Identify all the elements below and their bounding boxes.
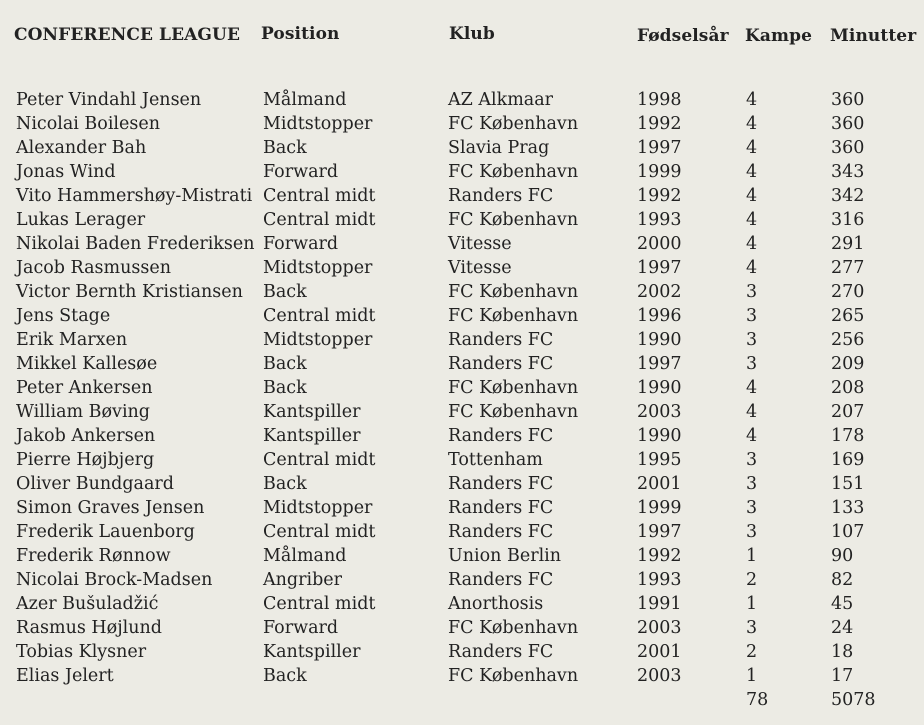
player-position: Midtstopper bbox=[263, 114, 373, 134]
player-minutes: 343 bbox=[831, 162, 865, 182]
player-games: 4 bbox=[746, 426, 758, 446]
player-minutes: 207 bbox=[831, 402, 865, 422]
player-minutes: 107 bbox=[831, 522, 865, 542]
player-club: FC København bbox=[448, 306, 579, 326]
table-row bbox=[0, 256, 924, 280]
player-minutes: 256 bbox=[831, 330, 865, 350]
player-games: 4 bbox=[746, 378, 758, 398]
player-minutes: 291 bbox=[831, 234, 865, 254]
player-position: Midtstopper bbox=[263, 258, 373, 278]
player-games: 4 bbox=[746, 90, 758, 110]
table-row bbox=[0, 616, 924, 640]
player-name: Mikkel Kallesøe bbox=[16, 354, 158, 374]
total-minutes: 5078 bbox=[831, 690, 876, 710]
player-club: Randers FC bbox=[448, 330, 554, 350]
player-minutes: 316 bbox=[831, 210, 865, 230]
player-minutes: 24 bbox=[831, 618, 854, 638]
player-club: Randers FC bbox=[448, 474, 554, 494]
player-birth-year: 1992 bbox=[637, 186, 682, 206]
player-club: Randers FC bbox=[448, 498, 554, 518]
column-header-position: Position bbox=[261, 24, 340, 44]
player-name: Jens Stage bbox=[16, 306, 111, 326]
table-row bbox=[0, 304, 924, 328]
player-position: Back bbox=[263, 354, 307, 374]
player-birth-year: 1995 bbox=[637, 450, 682, 470]
player-birth-year: 1993 bbox=[637, 210, 682, 230]
player-minutes: 265 bbox=[831, 306, 865, 326]
player-games: 3 bbox=[746, 522, 758, 542]
player-club: Tottenham bbox=[448, 450, 543, 470]
player-position: Central midt bbox=[263, 522, 376, 542]
player-name: Victor Bernth Kristiansen bbox=[16, 282, 243, 302]
player-position: Midtstopper bbox=[263, 330, 373, 350]
player-position: Forward bbox=[263, 618, 339, 638]
player-name: Erik Marxen bbox=[16, 330, 128, 350]
player-name: Peter Vindahl Jensen bbox=[16, 90, 202, 110]
player-games: 1 bbox=[746, 594, 758, 614]
player-position: Kantspiller bbox=[263, 426, 361, 446]
player-position: Back bbox=[263, 138, 307, 158]
player-minutes: 178 bbox=[831, 426, 865, 446]
player-birth-year: 1999 bbox=[637, 162, 682, 182]
player-name: Vito Hammershøy-Mistrati bbox=[16, 186, 253, 206]
player-name: Nikolai Baden Frederiksen bbox=[16, 234, 255, 254]
player-name: Oliver Bundgaard bbox=[16, 474, 174, 494]
player-minutes: 17 bbox=[831, 666, 854, 686]
table-row bbox=[0, 664, 924, 688]
player-name: Lukas Lerager bbox=[16, 210, 146, 230]
table-row bbox=[0, 112, 924, 136]
player-games: 4 bbox=[746, 162, 758, 182]
player-birth-year: 1997 bbox=[637, 258, 682, 278]
player-birth-year: 2002 bbox=[637, 282, 682, 302]
player-position: Central midt bbox=[263, 186, 376, 206]
player-minutes: 208 bbox=[831, 378, 865, 398]
player-games: 4 bbox=[746, 138, 758, 158]
player-games: 4 bbox=[746, 186, 758, 206]
table-row bbox=[0, 184, 924, 208]
player-games: 4 bbox=[746, 114, 758, 134]
player-club: Vitesse bbox=[448, 258, 512, 278]
player-name: Frederik Lauenborg bbox=[16, 522, 195, 542]
player-birth-year: 1990 bbox=[637, 330, 682, 350]
player-position: Central midt bbox=[263, 594, 376, 614]
player-club: FC København bbox=[448, 666, 579, 686]
player-position: Kantspiller bbox=[263, 402, 361, 422]
column-header-club: Klub bbox=[449, 24, 495, 44]
player-games: 3 bbox=[746, 306, 758, 326]
player-name: Rasmus Højlund bbox=[16, 618, 162, 638]
player-birth-year: 1999 bbox=[637, 498, 682, 518]
player-position: Back bbox=[263, 474, 307, 494]
table-row bbox=[0, 328, 924, 352]
player-birth-year: 1992 bbox=[637, 114, 682, 134]
player-club: AZ Alkmaar bbox=[448, 90, 554, 110]
table-row bbox=[0, 160, 924, 184]
player-name: Jakob Ankersen bbox=[16, 426, 156, 446]
player-name: Peter Ankersen bbox=[16, 378, 153, 398]
player-games: 4 bbox=[746, 210, 758, 230]
player-birth-year: 2001 bbox=[637, 474, 682, 494]
table-row bbox=[0, 376, 924, 400]
table-row bbox=[0, 232, 924, 256]
player-minutes: 209 bbox=[831, 354, 865, 374]
player-name: Tobias Klysner bbox=[16, 642, 147, 662]
table-row bbox=[0, 592, 924, 616]
player-minutes: 360 bbox=[831, 138, 865, 158]
player-games: 3 bbox=[746, 354, 758, 374]
table-row bbox=[0, 640, 924, 664]
player-birth-year: 2003 bbox=[637, 666, 682, 686]
player-birth-year: 1998 bbox=[637, 90, 682, 110]
player-games: 3 bbox=[746, 330, 758, 350]
player-games: 2 bbox=[746, 570, 758, 590]
player-club: Anorthosis bbox=[448, 594, 544, 614]
table-row bbox=[0, 280, 924, 304]
player-birth-year: 2003 bbox=[637, 618, 682, 638]
player-name: William Bøving bbox=[16, 402, 151, 422]
column-header-birth-year: Fødselsår bbox=[637, 26, 729, 46]
player-position: Back bbox=[263, 282, 307, 302]
table-row bbox=[0, 568, 924, 592]
player-name: Pierre Højbjerg bbox=[16, 450, 155, 470]
player-club: Randers FC bbox=[448, 522, 554, 542]
player-games: 4 bbox=[746, 402, 758, 422]
player-name: Jacob Rasmussen bbox=[16, 258, 171, 278]
player-club: Union Berlin bbox=[448, 546, 562, 566]
player-minutes: 360 bbox=[831, 114, 865, 134]
table-row bbox=[0, 448, 924, 472]
total-games: 78 bbox=[746, 690, 769, 710]
player-position: Målmand bbox=[263, 90, 347, 110]
player-club: FC København bbox=[448, 162, 579, 182]
table-title: CONFERENCE LEAGUE bbox=[14, 25, 241, 45]
player-games: 1 bbox=[746, 546, 758, 566]
player-club: FC København bbox=[448, 114, 579, 134]
player-club: Randers FC bbox=[448, 426, 554, 446]
player-position: Central midt bbox=[263, 306, 376, 326]
player-minutes: 82 bbox=[831, 570, 854, 590]
player-games: 2 bbox=[746, 642, 758, 662]
player-games: 3 bbox=[746, 618, 758, 638]
player-position: Back bbox=[263, 378, 307, 398]
player-position: Central midt bbox=[263, 450, 376, 470]
player-birth-year: 2003 bbox=[637, 402, 682, 422]
player-minutes: 151 bbox=[831, 474, 865, 494]
player-birth-year: 1997 bbox=[637, 354, 682, 374]
player-name: Jonas Wind bbox=[16, 162, 116, 182]
player-position: Angriber bbox=[263, 570, 342, 590]
player-birth-year: 2000 bbox=[637, 234, 682, 254]
player-club: FC København bbox=[448, 282, 579, 302]
column-header-games: Kampe bbox=[745, 26, 812, 46]
player-games: 4 bbox=[746, 258, 758, 278]
table-row bbox=[0, 472, 924, 496]
player-minutes: 169 bbox=[831, 450, 865, 470]
column-header-minutes: Minutter bbox=[830, 26, 917, 46]
player-games: 3 bbox=[746, 282, 758, 302]
player-position: Forward bbox=[263, 234, 339, 254]
player-name: Elias Jelert bbox=[16, 666, 114, 686]
player-minutes: 277 bbox=[831, 258, 865, 278]
player-minutes: 360 bbox=[831, 90, 865, 110]
player-birth-year: 2001 bbox=[637, 642, 682, 662]
player-position: Central midt bbox=[263, 210, 376, 230]
player-minutes: 342 bbox=[831, 186, 865, 206]
player-games: 4 bbox=[746, 234, 758, 254]
table-row bbox=[0, 136, 924, 160]
player-birth-year: 1996 bbox=[637, 306, 682, 326]
table-row bbox=[0, 208, 924, 232]
player-position: Back bbox=[263, 666, 307, 686]
player-games: 3 bbox=[746, 474, 758, 494]
player-birth-year: 1992 bbox=[637, 546, 682, 566]
player-birth-year: 1997 bbox=[637, 522, 682, 542]
player-minutes: 133 bbox=[831, 498, 865, 518]
player-birth-year: 1993 bbox=[637, 570, 682, 590]
player-club: Randers FC bbox=[448, 570, 554, 590]
player-name: Simon Graves Jensen bbox=[16, 498, 205, 518]
player-birth-year: 1991 bbox=[637, 594, 682, 614]
table-row bbox=[0, 88, 924, 112]
player-name: Frederik Rønnow bbox=[16, 546, 171, 566]
table-row bbox=[0, 520, 924, 544]
player-name: Nicolai Brock-Madsen bbox=[16, 570, 213, 590]
player-minutes: 90 bbox=[831, 546, 854, 566]
player-minutes: 270 bbox=[831, 282, 865, 302]
player-position: Kantspiller bbox=[263, 642, 361, 662]
player-club: Randers FC bbox=[448, 354, 554, 374]
player-minutes: 18 bbox=[831, 642, 854, 662]
player-position: Målmand bbox=[263, 546, 347, 566]
player-birth-year: 1997 bbox=[637, 138, 682, 158]
table-row bbox=[0, 424, 924, 448]
player-club: Vitesse bbox=[448, 234, 512, 254]
table-row bbox=[0, 400, 924, 424]
player-name: Azer Bušuladžić bbox=[16, 594, 159, 614]
totals-row bbox=[0, 688, 924, 712]
player-birth-year: 1990 bbox=[637, 378, 682, 398]
player-games: 3 bbox=[746, 450, 758, 470]
player-position: Midtstopper bbox=[263, 498, 373, 518]
player-club: FC København bbox=[448, 402, 579, 422]
player-club: FC København bbox=[448, 210, 579, 230]
player-name: Nicolai Boilesen bbox=[16, 114, 160, 134]
player-games: 3 bbox=[746, 498, 758, 518]
player-club: Randers FC bbox=[448, 642, 554, 662]
table-row bbox=[0, 352, 924, 376]
player-name: Alexander Bah bbox=[16, 138, 147, 158]
player-position: Forward bbox=[263, 162, 339, 182]
table-body bbox=[0, 88, 924, 688]
table-row bbox=[0, 496, 924, 520]
player-club: FC København bbox=[448, 378, 579, 398]
player-club: Randers FC bbox=[448, 186, 554, 206]
player-birth-year: 1990 bbox=[637, 426, 682, 446]
player-minutes: 45 bbox=[831, 594, 854, 614]
player-club: FC København bbox=[448, 618, 579, 638]
player-club: Slavia Prag bbox=[448, 138, 550, 158]
table-row bbox=[0, 544, 924, 568]
player-games: 1 bbox=[746, 666, 758, 686]
